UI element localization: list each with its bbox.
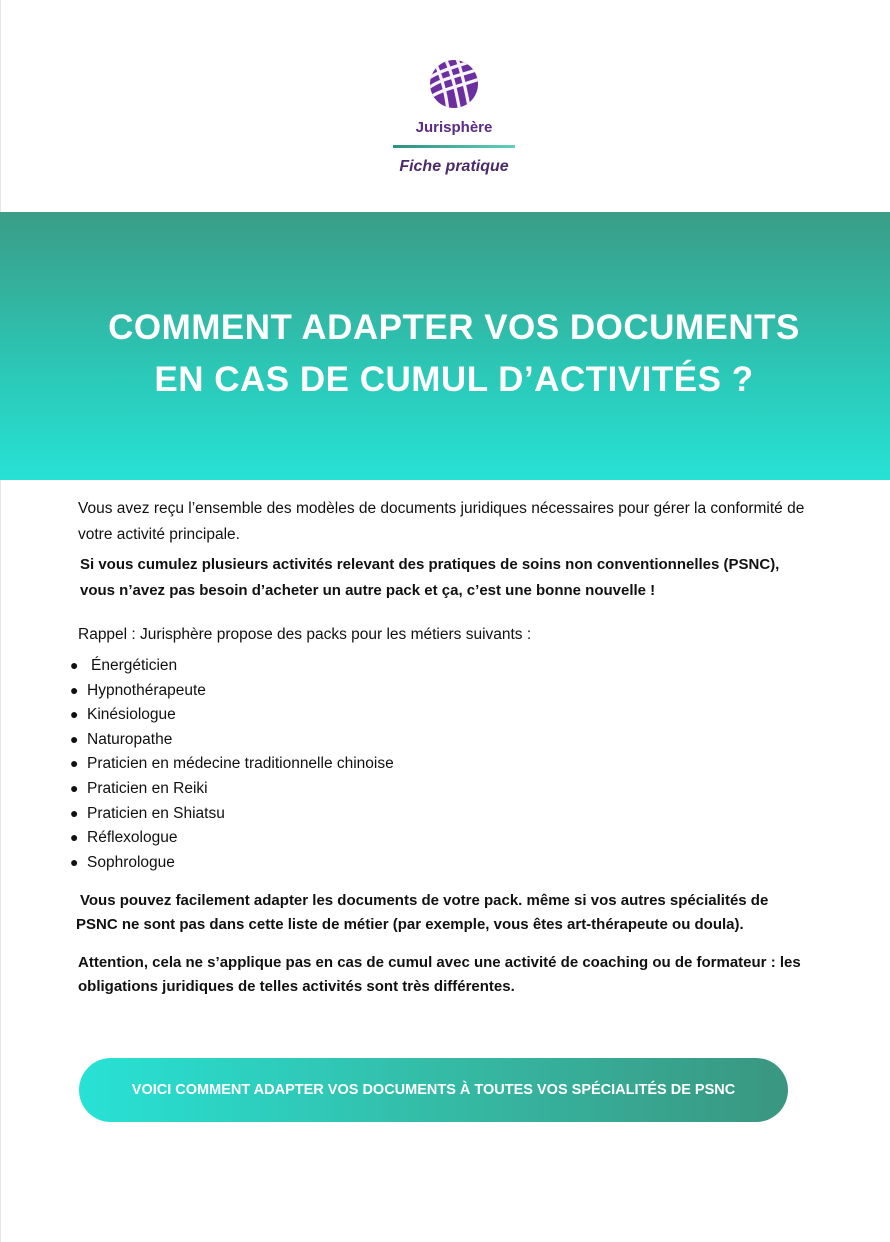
professions-list xyxy=(70,653,394,874)
good-news-line-1: Si vous cumulez plusieurs activités relevant des pratiques de soins non conventionnelles (PSNC), xyxy=(80,556,780,573)
warning-line-2: obligations juridiques de telles activités sont très différentes. xyxy=(78,978,515,995)
bullet-icon: ● xyxy=(70,657,79,673)
list-item: ● Réflexologue xyxy=(70,825,394,850)
list-item: ● Praticien en médecine traditionnelle chinoise xyxy=(70,751,394,776)
bullet-icon: ● xyxy=(70,853,79,870)
globe-logo-icon xyxy=(430,60,478,108)
reminder-text: Rappel : Jurisphère propose des packs pour les métiers suivants : xyxy=(78,626,532,643)
adapt-line-1: Vous pouvez facilement adapter les documents de votre pack. même si vos autres spécialités de xyxy=(80,892,769,909)
list-item: ● Praticien en Shiatsu xyxy=(70,801,394,826)
intro-line-2: votre activité principale. xyxy=(78,526,240,543)
adapt-paragraph xyxy=(78,889,838,937)
adapt-section xyxy=(78,889,838,999)
title-line-2: EN CAS DE CUMUL D’ACTIVITÉS ? xyxy=(154,360,754,399)
bullet-icon: ● xyxy=(70,755,79,772)
intro-paragraph xyxy=(78,496,838,548)
bullet-icon: ● xyxy=(70,829,79,846)
document-type-subtitle: Fiche pratique xyxy=(399,158,509,175)
brand-name: Jurisphère xyxy=(415,119,493,136)
header xyxy=(0,0,890,212)
good-news-paragraph xyxy=(78,552,838,604)
page-title xyxy=(0,302,890,406)
title-banner xyxy=(0,212,890,480)
main-content xyxy=(78,496,838,648)
list-item: ● Sophrologue xyxy=(70,850,394,875)
bullet-icon: ● xyxy=(70,730,79,747)
intro-line-1: Vous avez reçu l’ensemble des modèles de documents juridiques nécessaires pour gérer la conformité de xyxy=(78,500,805,517)
warning-line-1: Attention, cela ne s’applique pas en cas de cumul avec une activité de coaching ou de formateur : les xyxy=(78,954,801,971)
title-line-1: COMMENT ADAPTER VOS DOCUMENTS xyxy=(108,308,800,347)
list-item: ● Praticien en Reiki xyxy=(70,776,394,801)
bullet-icon: ● xyxy=(70,681,79,698)
good-news-line-2: vous n’avez pas besoin d’acheter un autre pack et ça, c’est une bonne nouvelle ! xyxy=(80,582,656,599)
bullet-icon: ● xyxy=(70,779,79,796)
list-item: ● Hypnothérapeute xyxy=(70,678,394,703)
adapt-documents-button[interactable]: VOICI COMMENT ADAPTER VOS DOCUMENTS À TOUTES VOS SPÉCIALITÉS DE PSNC xyxy=(79,1058,788,1122)
list-item: ● Énergéticien xyxy=(70,653,394,678)
warning-paragraph xyxy=(78,951,838,999)
brand-underline xyxy=(393,145,515,148)
list-item: ● Kinésiologue xyxy=(70,702,394,727)
adapt-line-2: PSNC ne sont pas dans cette liste de métier (par exemple, vous êtes art-thérapeute ou doula). xyxy=(76,916,744,933)
bullet-icon: ● xyxy=(70,804,79,821)
bullet-icon: ● xyxy=(70,706,79,723)
list-item: ● Naturopathe xyxy=(70,727,394,752)
